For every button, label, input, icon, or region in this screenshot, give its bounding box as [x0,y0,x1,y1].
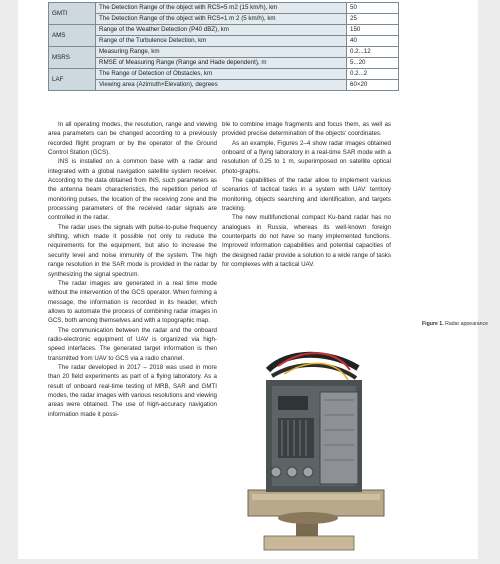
radar-illustration [238,340,393,559]
value-cell: 40 [347,36,399,47]
paragraph: ble to combine image fragments and focus them, as well as provided precise determination of the objects' coordinates. [222,121,391,138]
paragraph: The radar images are generated in a real time mode without the intervention of the GCS operator. When forming a message, the information is recorded in its header, which allows to automate the process of combining radar images in GCS, both among themselves and with a topographic map. [48,279,217,325]
table-row [49,3,399,14]
value-cell: 50 [347,3,399,14]
table-row [49,47,399,58]
table-row [49,80,399,91]
value-cell: 5...20 [347,58,399,69]
paragraph: The new multifunctional compact Ku-band radar has no analogues in Russia, whereas its well-known foreign counterparts do not have so many implemented functions. Improved information capabilities and potential capacities of the designed radar provide a solution to a wide range of tasks for complexes with a tactical UAV. [222,214,391,269]
paragraph: The capabilities of the radar allow to implement various scenarios of tactical tasks in a system with UAV: territory monitoring, objects searching and identification, and targets tracking. [222,177,391,213]
paragraph: The communication between the radar and the onboard radio-electronic equipment of UAV is organized via high-speed interfaces. The generated target information is then transmitted from UAV to GCS via a radio channel. [48,326,217,362]
table-row [49,25,399,36]
group-cell: GMTI [49,3,96,25]
param-cell: The Range of Detection of Obstacles, km [96,69,347,80]
param-cell: Measuring Range, km [96,47,347,58]
paragraph: As an example, Figures 2–4 show radar images obtained onboard of a flying laboratory in a real-time SAR mode with a resolution of 0.25 to 1 m, superimposed on satellite optical photo-graphs. [222,139,391,175]
right-text-column [222,120,391,270]
group-cell: LAF [49,69,96,91]
paragraph: INS is installed on a common base with a radar and integrated with a global navigation satellite system receiver. According to the data obtained from INS, such parameters as the antenna beam characteristics, the repetition period of monitoring pulses, the location of the receiving zone and the processing parameters of the received radar signals are controlled in the radar. [48,158,217,222]
left-text-column [48,120,217,419]
table-row [49,36,399,47]
table-row [49,14,399,25]
value-cell: 150 [347,25,399,36]
figure-title: Radar appearance [445,321,489,327]
paragraph: In all operating modes, the resolution, range and viewing area parameters can be changed according to a previously recorded flight program or by the operator of the Ground Control Station (GCS). [48,121,217,157]
group-cell: AMS [49,25,96,47]
value-cell: 25 [347,14,399,25]
param-cell: Range of the Turbulence Detection, km [96,36,347,47]
paragraph: The radar developed in 2017 – 2018 was used in more than 20 field experiments as part of a flying laboratory. As a result of onboard real-time testing of MRB, SAR and GMTI modes, the radar images with various resolutions and viewing areas were obtained. The use of high-accuracy navigation information made it possi- [48,363,217,418]
param-cell: Viewing area (Azimuth×Elevation), degrees [96,80,347,91]
radar-photo [238,340,393,559]
param-cell: Range of the Weather Detection (P40 dBZ), km [96,25,347,36]
value-cell: 0.2...2 [347,69,399,80]
param-cell: The Detection Range of the object with RCS=1 m 2 (5 km/h), km [96,14,347,25]
param-cell: The Detection Range of the object with RCS=5 m2 (15 km/h), km [96,3,347,14]
table-row [49,69,399,80]
figure-caption [422,321,488,327]
document-page [18,0,489,559]
specifications-table [48,2,399,91]
value-cell: 60×20 [347,80,399,91]
paragraph: The radar uses the signals with pulse-to-pulse frequency shifting, which made it possible not only to reduce the requirements for the equipment, but also to increase the security level and noise immunity of the system. The high range resolution in the SAR mode is provided in the radar by synthesizing the signal spectrum. [48,223,217,278]
table-row [49,58,399,69]
group-cell: MSRS [49,47,96,69]
param-cell: RMSE of Measuring Range (Range and Hade dependent), m [96,58,347,69]
figure-label: Figure 1. [422,321,444,327]
value-cell: 0.2...12 [347,47,399,58]
